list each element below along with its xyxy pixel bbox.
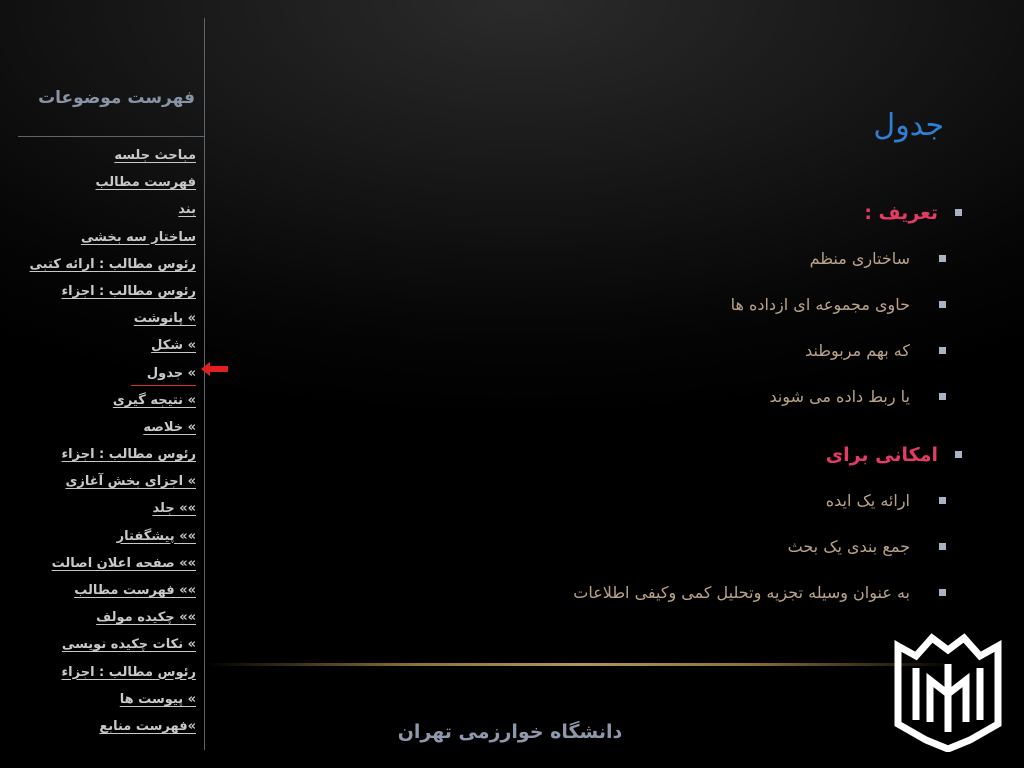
- toc-item-jadval-label: » جدول: [131, 363, 196, 386]
- bullet-square-icon: [939, 301, 946, 308]
- toc-item-kholase[interactable]: » خلاصه: [143, 419, 196, 435]
- bullet-point: [442, 570, 962, 616]
- bullet-text: که بهم مربوطند: [805, 341, 910, 360]
- toc-item-fehrest-motaleb-2[interactable]: »» فهرست مطالب: [74, 583, 196, 598]
- toc-item-chekide-moallef[interactable]: »» چکیده مولف: [96, 610, 196, 626]
- section-spacer: [442, 420, 962, 432]
- bullet-point: [442, 524, 962, 570]
- sidebar-divider: [204, 18, 205, 750]
- sidebar-heading: فهرست موضوعات: [38, 88, 195, 108]
- bullet-square-icon: [955, 451, 962, 458]
- sidebar-heading-divider: [18, 136, 204, 137]
- toc-item-natije-giri[interactable]: » نتیجه گیری: [112, 392, 196, 408]
- bullet-point: [442, 478, 962, 524]
- toc-item-fehrest-motaleb[interactable]: فهرست مطالب: [95, 175, 196, 191]
- section-heading-emkani: [442, 432, 962, 478]
- bullet-point: [442, 236, 962, 282]
- bullet-point: [442, 374, 962, 420]
- toc-item-panevesht[interactable]: » پانوشت: [133, 311, 196, 327]
- toc-item-roos-erae-katbi[interactable]: رئوس مطالب : ارائه کتبی: [29, 256, 196, 272]
- sidebar-toc: [0, 0, 205, 768]
- bullet-point: [442, 328, 962, 374]
- toc-item-jadval-current[interactable]: [11, 360, 196, 387]
- toc-item-roos-ajza-1[interactable]: رئوس مطالب : اجزاء: [61, 283, 196, 299]
- toc-item-safhe-elan-esalat[interactable]: »» صفحه اعلان اصالت: [51, 555, 196, 571]
- toc-item-shekl[interactable]: » شکل: [151, 338, 196, 354]
- bullet-square-icon: [955, 209, 962, 216]
- bullet-square-icon: [939, 543, 946, 550]
- toc-list: [11, 142, 196, 740]
- bullet-text: یا ربط داده می شوند: [769, 387, 910, 406]
- footer-gold-rule: [206, 663, 956, 666]
- bullet-text: حاوی مجموعه ای ازداده ها: [730, 295, 910, 314]
- current-item-arrow-icon: [201, 362, 229, 376]
- bullet-text: ساختاری منظم: [809, 249, 910, 268]
- bullet-point: [442, 282, 962, 328]
- bullet-square-icon: [939, 347, 946, 354]
- section-heading-text: تعریف :: [864, 202, 938, 224]
- toc-item-nokat-chekide[interactable]: » نکات چکیده نویسی: [61, 637, 196, 653]
- bullet-square-icon: [939, 589, 946, 596]
- bullet-text: ارائه یک ایده: [825, 491, 910, 510]
- slide-title: جدول: [873, 108, 944, 143]
- toc-item-roos-ajza-3[interactable]: رئوس مطالب : اجزاء: [61, 664, 196, 680]
- section-heading-tarif: [442, 190, 962, 236]
- toc-item-peyvast-ha[interactable]: » پیوست ها: [119, 691, 196, 707]
- toc-item-ajzaye-bakhsh-aghazi[interactable]: » اجزای بخش آغازی: [65, 474, 196, 490]
- current-item-arrow-shape: [201, 362, 228, 376]
- toc-item-sakhtar-se-bakhshi[interactable]: ساختار سه بخشی: [80, 229, 196, 245]
- toc-item-band[interactable]: بند: [178, 202, 196, 218]
- bullet-text: به عنوان وسیله تجزیه وتحلیل کمی وکیفی اطلاعات: [573, 583, 910, 602]
- university-logo-icon: [890, 628, 1006, 752]
- toc-item-roos-ajza-2[interactable]: رئوس مطالب : اجزاء: [61, 447, 196, 463]
- content-bullets: [442, 190, 962, 616]
- toc-item-jeld[interactable]: »» جلد: [152, 501, 196, 517]
- bullet-square-icon: [939, 497, 946, 504]
- bullet-text: جمع بندی یک بحث: [787, 537, 910, 556]
- bullet-square-icon: [939, 393, 946, 400]
- footer-institution: دانشگاه خوارزمی تهران: [397, 721, 623, 743]
- section-heading-text: امکانی برای: [825, 444, 938, 466]
- toc-item-pishgoftar[interactable]: »» پیشگفتار: [116, 528, 196, 544]
- toc-item-mabahes-jalase[interactable]: مباحث جلسه: [114, 148, 196, 163]
- bullet-square-icon: [939, 255, 946, 262]
- toc-item-fehrest-manabe[interactable]: »فهرست منابع: [99, 718, 196, 734]
